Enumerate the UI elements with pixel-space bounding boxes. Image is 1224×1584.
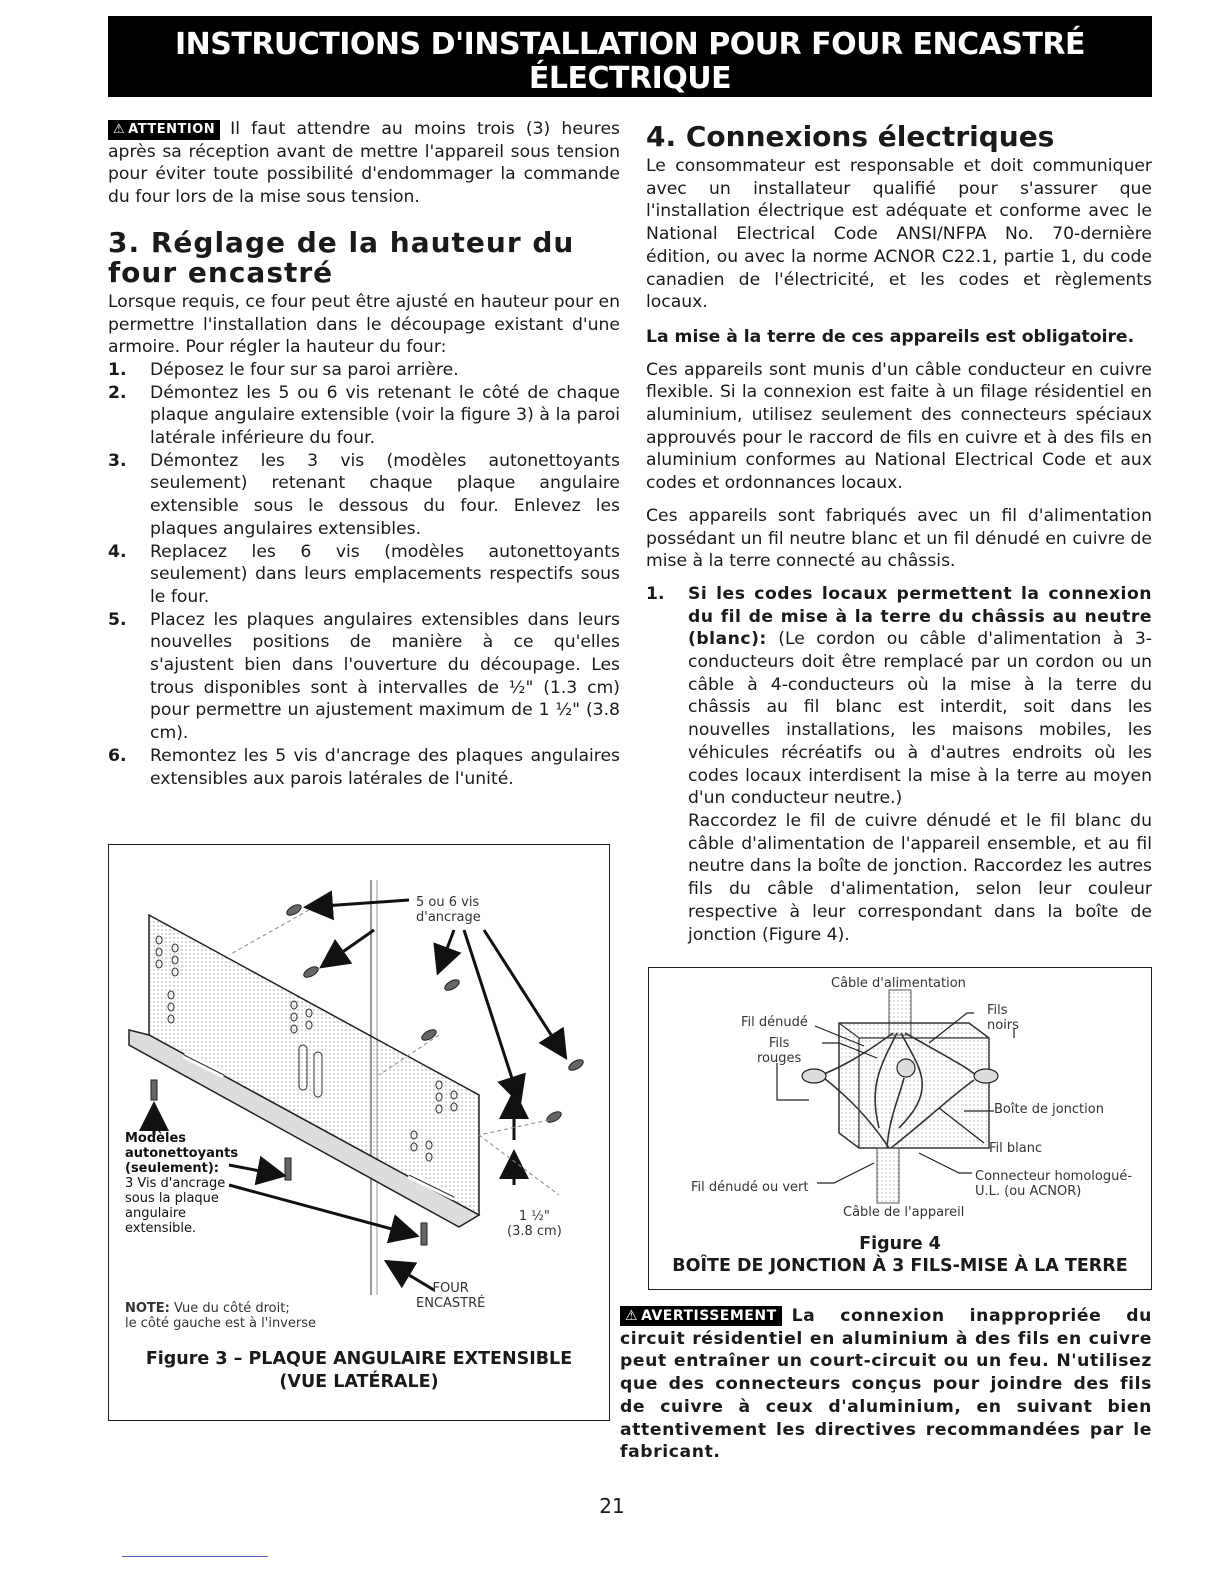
warning-text: La connexion inappropriée du circuit résidentiel en aluminium à des fils en cuivre peut entraîner un court-circuit ou un feu. N'utilisez que des connecteurs conçus pour joindre des fils de cuivre à ceux d'aluminium, en suivant bien attentivement les directives recommandées par le fabricant. [620, 1306, 1152, 1463]
step-item: 2. Démontez les 5 ou 6 vis retenant le côté de chaque plaque angulaire extensible (voir la figure 3) à la paroi latérale inférieure du four. [108, 382, 620, 449]
right-column [646, 118, 1152, 946]
section-4-paragraph-1: Le consommateur est responsable et doit communiquer avec un installateur qualifié pour s'assurer que l'installation électrique est adéquate et conforme avec le National Electrical Code ANSI/NFPA No. 70-dernière édition, ou avec la norme ACNOR C22.1, partie 1, du code canadien de l'électricité, et les codes et règlements locaux. [646, 156, 1152, 313]
label-bare-wire: Fil dénudé [741, 1015, 808, 1030]
section-4-paragraph-2: Ces appareils sont munis d'un câble conducteur en cuivre flexible. Si la connexion est faite à un filage résidentiel en aluminium, utilisez seulement des connecteurs spéciaux approuvés pour le raccord de fils en cuivre et à des fils en aluminium conformes au National Electrical Code et aux codes et ordonnances locaux. [646, 359, 1152, 494]
footer-divider [122, 1556, 268, 1557]
figure-4 [648, 967, 1152, 1290]
label-appliance-cable: Câble de l'appareil [843, 1205, 965, 1220]
label-black-wires: Fils noirs [987, 1003, 1019, 1033]
figure-3-note: NOTE: Vue du côté droit; le côté gauche est à l'inverse [125, 1301, 316, 1331]
connection-list [646, 583, 1152, 946]
figure-3 [108, 844, 610, 1421]
label-approved-connector: Connecteur homologué- U.L. (ou ACNOR) [975, 1169, 1133, 1199]
bracket-illustration [109, 845, 609, 1345]
label-bare-or-green: Fil dénudé ou vert [691, 1180, 809, 1195]
section-4-heading: 4. Connexions électriques [646, 120, 1055, 153]
attention-badge: ⚠ ATTENTION [108, 120, 220, 140]
warning-triangle-icon: ⚠ [113, 122, 126, 137]
section-3-intro: Lorsque requis, ce four peut être ajusté en hauteur pour en permettre l'installation dans le découpage existant d'une armoire. Pour régler la hauteur du four: [108, 291, 620, 358]
page-number: 21 [599, 1494, 625, 1518]
label-white-wire: Fil blanc [989, 1141, 1043, 1156]
warning-badge: ⚠ AVERTISSEMENT [620, 1306, 782, 1326]
label-supply-cable: Câble d'alimentation [831, 976, 966, 991]
step-item: 4. Replacez les 6 vis (modèles autonettoyants seulement) dans leurs emplacements respectifs sous le four. [108, 541, 620, 607]
connection-item: 1. Si les codes locaux permettent la connexion du fil de mise à la terre du châssis au neutre (blanc): (Le cordon ou câble d'alimentation à 3-conducteurs doit être remplacé par un cordon ou un câble à 4-conducteurs où la mise à la terre du châssis au fil blanc est interdit, soit dans les nouvelles installations, les maisons mobiles, les véhicules récréatifs ou à d'autres endroits où les codes locaux interdisent la mise à la terre au moyen d'un conducteur neutre.) Raccordez le fil de cuivre dénudé et le fil blanc du câble d'alimentation de l'appareil ensemble, et au fil neutre dans la boîte de jonction. Raccordez les autres fils du câble d'alimentation, selon leur couleur respective à leur correspondant dans la boîte de jonction (Figure 4). [646, 583, 1152, 945]
step-item: 3. Démontez les 3 vis (modèles autonettoyants seulement) retenant chaque plaque angulaire extensible sous le dessous du four. Enlevez les plaques angulaires extensibles. [108, 450, 620, 539]
warning-triangle-icon: ⚠ [625, 1308, 639, 1324]
step-item: 5. Placez les plaques angulaires extensibles dans leurs nouvelles positions de manière à ce qu'elles s'ajustent bien dans l'ouverture du découpage. Les trous disponibles sont à intervalles de ½" (1.3 cm) pour permettre un ajustement maximum de 1 ½" (3.8 cm). [108, 609, 620, 744]
height-steps-list [108, 359, 620, 790]
grounding-mandatory: La mise à la terre de ces appareils est obligatoire. [646, 326, 1135, 347]
figure-3-caption: Figure 3 – PLAQUE ANGULAIRE EXTENSIBLE (VUE LATÉRALE) [145, 1349, 573, 1392]
left-column [108, 118, 620, 790]
label-red-wires: Fils rouges [757, 1036, 802, 1066]
warning-block [620, 1305, 1152, 1464]
label-self-clean-models: Modèles autonettoyants (seulement): 3 Vis d'ancrage sous la plaque angulaire extensible. [125, 1131, 239, 1236]
label-junction-box: Boîte de jonction [994, 1102, 1104, 1117]
step-item: 6. Remontez les 5 vis d'ancrage des plaques angulaires extensibles aux parois latérales de l'unité. [108, 745, 620, 789]
page-title: INSTRUCTIONS D'INSTALLATION POUR FOUR ENCASTRÉ ÉLECTRIQUE [174, 27, 1086, 96]
attention-paragraph [108, 118, 620, 209]
page-subtitle: (Modèles à porte ouvrant de côté) [465, 98, 795, 118]
page-header-banner [108, 16, 1152, 118]
section-3-heading: 3. Réglage de la hauteur du four encastré [108, 225, 575, 289]
label-adjustment-measure: 1 ½" (3.8 cm) [507, 1209, 562, 1239]
label-built-in-oven: FOUR ENCASTRÉ [416, 1281, 486, 1311]
step-item: 1. Déposez le four sur sa paroi arrière. [108, 359, 459, 380]
label-anchor-screws: 5 ou 6 vis d'ancrage [416, 895, 481, 925]
attention-text: Il faut attendre au moins trois (3) heures après sa réception avant de mettre l'appareil sous tension pour éviter toute possibilité d'endommager la commande du four lors de la mise sous tension. [108, 119, 620, 208]
section-4-paragraph-3: Ces appareils sont fabriqués avec un fil d'alimentation possédant un fil neutre blanc et un fil dénudé en cuivre de mise à la terre connecté au châssis. [646, 505, 1152, 572]
figure-4-caption: Figure 4 BOÎTE DE JONCTION À 3 FILS-MISE À LA TERRE [672, 1234, 1128, 1276]
